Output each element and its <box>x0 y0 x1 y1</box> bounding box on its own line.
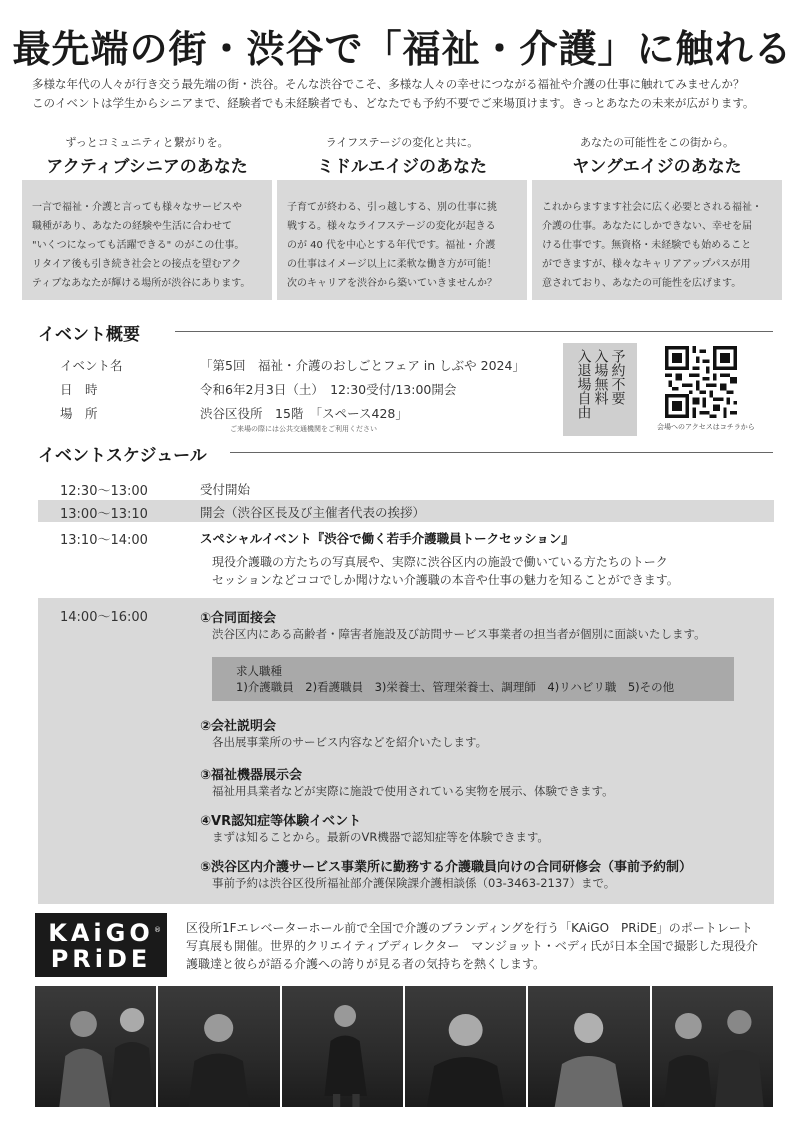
headline: 最先端の街・渋谷で「福祉・介護」に触れる <box>12 27 793 71</box>
badge-no-reservation: 予約不要 <box>609 349 626 405</box>
desc-line: の仕事はイメージ以上に柔軟な働き方が可能！ <box>287 259 497 270</box>
program-title: ⑤渋谷区内介護サービス事業所に勤務する介護職員向けの合同研修会（事前予約制） <box>200 860 693 875</box>
overview-heading: イベント概要 <box>38 325 140 345</box>
program-body: 各出展事業所のサービス内容などを紹介いたします。 <box>212 735 488 749</box>
target-subtitle: あなたの可能性をこの街から。 <box>580 136 734 149</box>
schedule-special-event-body <box>212 553 752 589</box>
job-types-label: 求人職種 <box>236 664 282 678</box>
target-title: ミドルエイジのあなた <box>317 157 487 177</box>
desc-line: ける仕事です。無資格・未経験でも始めること <box>542 240 752 251</box>
target-description <box>532 180 782 300</box>
job-types-list: 1)介護職員 2)看護職員 3)栄養士、管理栄養士、調理師 4)リハビリ職 5)その他 <box>236 680 675 694</box>
portrait-photo <box>405 986 526 1107</box>
overview-value: 渋谷区役所 15階 「スペース428」 <box>200 406 408 421</box>
logo-line-2: PRiDE <box>50 945 152 973</box>
schedule-time: 14:00〜16:00 <box>60 610 148 625</box>
portrait-photo <box>652 986 773 1107</box>
desc-line: 一言で福祉・介護と言っても様々なサービスや <box>32 202 242 213</box>
target-title: アクティブシニアのあなた <box>46 157 248 177</box>
schedule-time: 13:10〜14:00 <box>60 533 148 548</box>
body-line: セッションなどココでしか聞けない介護職の本音や仕事の魅力を知ることができます。 <box>212 573 679 587</box>
program-body: 渋谷区内にある高齢者・障害者施設及び訪問サービス事業者の担当者が個別に面談いたします。 <box>212 627 706 641</box>
schedule-text: 受付開始 <box>200 482 251 497</box>
schedule-special-event-title: スペシャルイベント『渋谷で働く若手介護職員トークセッション』 <box>200 531 574 546</box>
schedule-text: 開会（渋谷区長及び主催者代表の挨拶） <box>200 505 426 520</box>
portrait-photo-strip <box>35 986 773 1107</box>
registered-mark: ® <box>154 926 161 934</box>
desc-line: 子育てが終わる、引っ越しする、別の仕事に挑 <box>287 202 497 213</box>
program-title: ①合同面接会 <box>200 611 277 626</box>
desc-line: これからますます社会に広く必要とされる福祉・ <box>542 202 762 213</box>
program-title: ②会社説明会 <box>200 719 277 734</box>
desc-line: ができますが、様々なキャリアアップパスが用 <box>542 259 751 270</box>
desc-line: リタイア後も引き続き社会との接点を望むアク <box>32 259 242 270</box>
intro <box>32 75 782 113</box>
intro-line-1: 多様な年代の人々が行き交う最先端の街・渋谷。そんな渋谷でこそ、多様な人々の幸せにつながる福祉や介護の仕事に触れてみませんか？ <box>32 77 745 91</box>
overview-value: 令和6年2月3日（土） 12:30受付/13:00開会 <box>200 382 457 397</box>
qr-code-icon <box>665 346 737 418</box>
kaigo-pride-logo <box>35 913 167 977</box>
portrait-photo <box>158 986 279 1107</box>
transport-note: ご来場の際には公共交通機関をご利用ください <box>230 425 377 433</box>
desc-line: ティブなあなたが輝ける場所が渋谷にあります。 <box>32 278 251 289</box>
desc-line: "いくつになっても活躍できる" のがこの仕事。 <box>32 240 245 251</box>
qr-caption: 会場へのアクセスはコチラから <box>657 423 755 431</box>
portrait-photo <box>282 986 403 1107</box>
desc-line: 意されており、あなたの可能性を広げます。 <box>542 278 742 289</box>
portrait-photo <box>35 986 156 1107</box>
kaigo-line: 護職達と彼らが語る介護への誇りが見る者の気持ちを熱くします。 <box>186 957 546 971</box>
overview-label: イベント名 <box>60 358 123 373</box>
program-body: 福祉用具業者などが実際に施設で使用されている実物を展示、体験できます。 <box>212 784 614 798</box>
desc-line: 戦する。様々なライフステージの変化が起きる <box>287 221 496 232</box>
badge-free-exit: 入退場自由 <box>575 349 592 419</box>
kaigo-line: 写真展も開催。世界的クリエイティブディレクター マンジョット・ベディ氏が日本全国で撮影した現役介 <box>186 939 758 953</box>
target-description <box>22 180 272 300</box>
kaigo-description <box>186 919 776 973</box>
body-line: 現役介護職の方たちの写真展や、実際に渋谷区内の施設で働いている方たちのトーク <box>212 555 668 569</box>
target-subtitle: ずっとコミュニティと繋がりを。 <box>65 136 229 149</box>
schedule-heading: イベントスケジュール <box>38 446 207 466</box>
desc-line: 職種があり、あなたの経験や生活に合わせて <box>32 221 232 232</box>
overview-label: 日 時 <box>60 382 98 397</box>
desc-line: 次のキャリアを渋谷から築いていきませんか？ <box>287 278 497 289</box>
logo-line-1: KAiGO <box>48 919 154 947</box>
overview-value: 「第5回 福祉・介護のおしごとフェア in しぶや 2024」 <box>200 358 525 373</box>
qr-code[interactable] <box>665 346 737 418</box>
program-body: まずは知ることから。最新のVR機器で認知症等を体験できます。 <box>212 830 549 844</box>
portrait-photo <box>528 986 649 1107</box>
schedule-rule <box>230 452 773 453</box>
target-columns <box>22 134 782 300</box>
target-subtitle: ライフステージの変化と共に。 <box>325 136 479 149</box>
badge-free-entry: 入場無料 <box>592 349 609 405</box>
program-title: ③福祉機器展示会 <box>200 768 303 783</box>
program-title: ④VR認知症等体験イベント <box>200 814 362 829</box>
overview-rule <box>175 331 773 332</box>
overview-label: 場 所 <box>60 406 98 421</box>
schedule-time: 12:30〜13:00 <box>60 484 148 499</box>
target-middle-age <box>277 134 527 300</box>
target-description <box>277 180 527 300</box>
overview-row-venue <box>60 404 408 426</box>
job-types-box <box>212 657 734 701</box>
program-body: 事前予約は渋谷区役所福祉部介護保険課介護相談係（03-3463-2137）まで。 <box>212 876 616 890</box>
desc-line: のが 40 代を中心とする年代です。福祉・介護 <box>287 240 496 251</box>
target-title: ヤングエイジのあなた <box>572 157 742 177</box>
intro-line-2: このイベントは学生からシニアまで、経験者でも未経験者でも、どなたでも予約不要でご来場頂けます。きっとあなたの未来が広がります。 <box>32 96 755 110</box>
admission-badge <box>563 343 637 436</box>
kaigo-line: 区役所1Fエレベーターホール前で全国で介護のブランディングを行う「KAiGO PRiDE」のポートレート <box>186 921 753 935</box>
overview-row-event-name <box>60 356 525 378</box>
target-young-age <box>532 134 782 300</box>
schedule-time: 13:00〜13:10 <box>60 507 148 522</box>
desc-line: 介護の仕事。あなたにしかできない、幸せを届 <box>542 221 752 232</box>
overview-row-datetime <box>60 380 457 402</box>
target-active-senior <box>22 134 272 300</box>
